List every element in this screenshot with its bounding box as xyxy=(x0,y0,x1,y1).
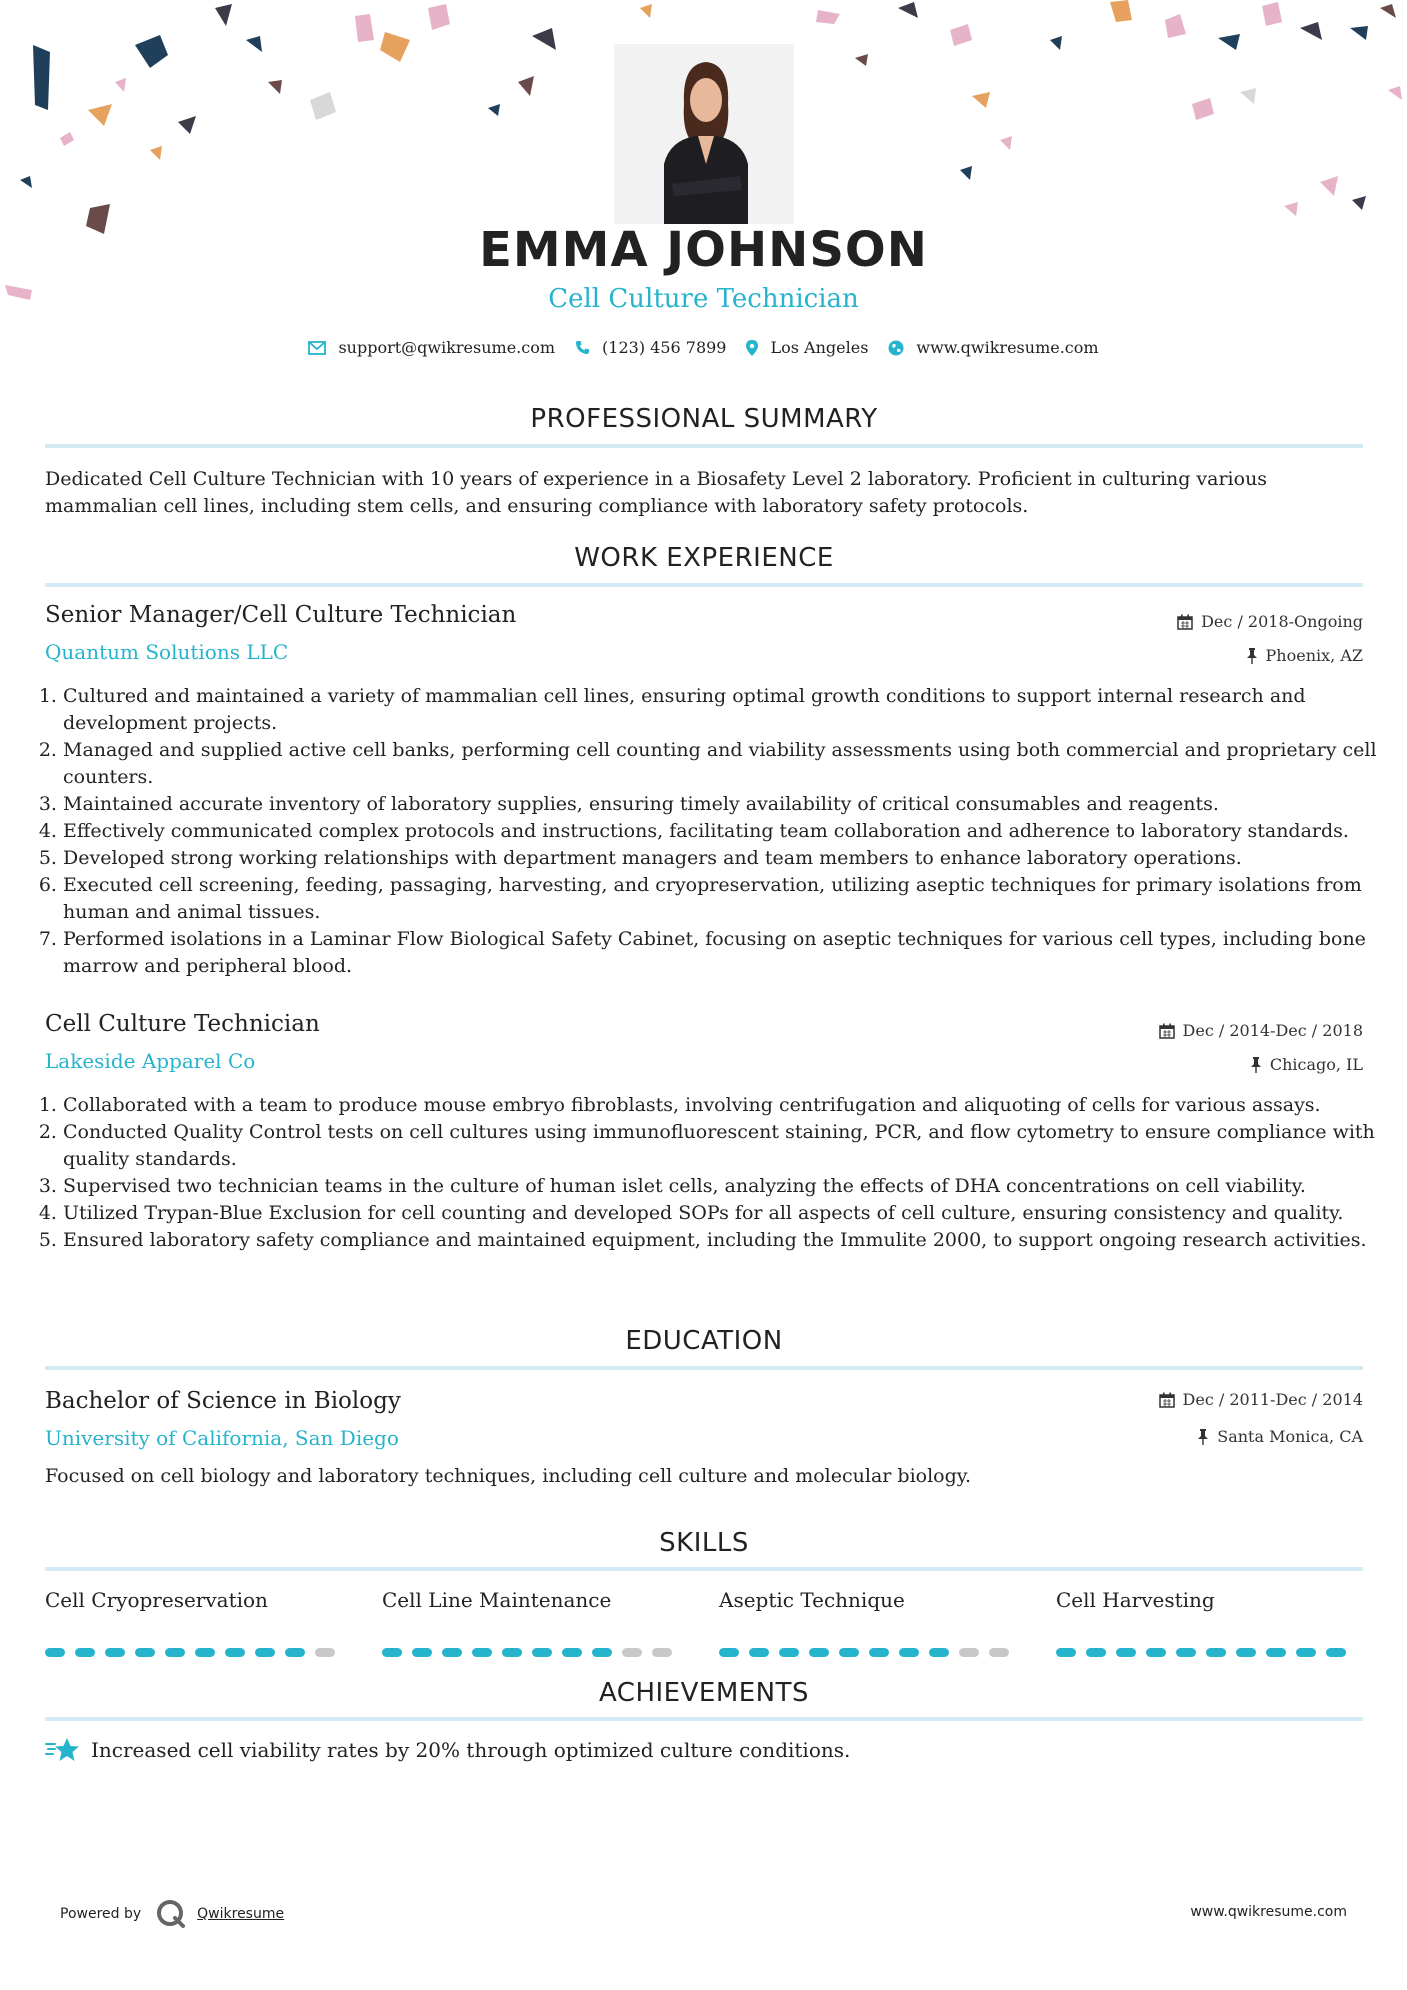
achievements-divider xyxy=(45,1717,1363,1721)
list-item: 1. Cultured and maintained a variety of mammalian cell lines, ensuring optimal growth conditions to support internal research and development projects. xyxy=(63,683,1383,737)
skill-1-rating xyxy=(45,1648,345,1657)
map-pin-icon xyxy=(746,340,758,356)
skill-4-rating xyxy=(1056,1648,1356,1657)
list-item: 2. Managed and supplied active cell banks, performing cell counting and viability assessments using both commercial and proprietary cell counters. xyxy=(63,737,1383,791)
education-school: University of California, San Diego xyxy=(45,1426,399,1450)
list-item: 5. Ensured laboratory safety compliance and maintained equipment, including the Immulite 2000, to support ongoing research activities. xyxy=(63,1227,1383,1254)
skill-2 xyxy=(382,1588,682,1657)
skill-dot-filled xyxy=(532,1648,552,1657)
contact-phone-text: (123) 456 7899 xyxy=(602,338,727,357)
summary-heading: PROFESSIONAL SUMMARY xyxy=(530,404,878,434)
skill-dot-filled xyxy=(45,1648,65,1657)
calendar-icon xyxy=(1159,1023,1175,1039)
list-item: 7. Performed isolations in a Laminar Flow Biological Safety Cabinet, focusing on aseptic techniques for various cell types, including bone marrow and peripheral blood. xyxy=(63,926,1383,980)
skill-dot-filled xyxy=(929,1648,949,1657)
skills-heading: SKILLS xyxy=(659,1528,749,1558)
brand-link[interactable]: Qwikresume xyxy=(197,1906,285,1922)
skill-2-name: Cell Line Maintenance xyxy=(382,1588,612,1612)
skill-1-name: Cell Cryopreservation xyxy=(45,1588,268,1612)
skill-dot-filled xyxy=(839,1648,859,1657)
job-2-bullets xyxy=(45,1092,1383,1254)
skill-dot-filled xyxy=(382,1648,402,1657)
skill-dot-filled xyxy=(1056,1648,1076,1657)
skill-dot-filled xyxy=(195,1648,215,1657)
experience-divider xyxy=(45,583,1363,587)
education-degree: Bachelor of Science in Biology xyxy=(45,1388,401,1414)
education-location xyxy=(1197,1427,1363,1446)
skill-dot-filled xyxy=(225,1648,245,1657)
skill-3 xyxy=(719,1588,1019,1657)
job-1-location xyxy=(1246,646,1363,665)
skill-3-rating xyxy=(719,1648,1019,1657)
contact-location xyxy=(746,338,868,357)
skill-dot-filled xyxy=(255,1648,275,1657)
job-1-bullets xyxy=(45,683,1383,980)
shooting-star-icon xyxy=(45,1736,81,1764)
pushpin-icon xyxy=(1246,648,1258,664)
skill-dot-filled xyxy=(412,1648,432,1657)
skill-dot-filled xyxy=(719,1648,739,1657)
skill-2-rating xyxy=(382,1648,682,1657)
job-1-company: Quantum Solutions LLC xyxy=(45,640,289,664)
skill-dot-filled xyxy=(1086,1648,1106,1657)
job-1-dates-text: Dec / 2018-Ongoing xyxy=(1201,612,1363,631)
skill-dot-filled xyxy=(442,1648,462,1657)
skill-dot-filled xyxy=(1266,1648,1286,1657)
profile-photo xyxy=(614,44,794,224)
list-item: 4. Effectively communicated complex protocols and instructions, facilitating team collaboration and adherence to laboratory standards. xyxy=(63,818,1383,845)
globe-icon xyxy=(888,340,904,356)
job-2-location xyxy=(1250,1055,1363,1074)
skill-dot-filled xyxy=(135,1648,155,1657)
skill-dot-filled xyxy=(1236,1648,1256,1657)
achievement-text: Increased cell viability rates by 20% through optimized culture conditions. xyxy=(91,1738,851,1762)
skill-dot-filled xyxy=(472,1648,492,1657)
achievement-item xyxy=(45,1736,850,1764)
skill-dot-empty xyxy=(989,1648,1009,1657)
footer-powered-by xyxy=(60,1898,284,1930)
skill-dot-filled xyxy=(592,1648,612,1657)
skill-dot-filled xyxy=(502,1648,522,1657)
job-1-dates xyxy=(1177,612,1363,631)
job-2-dates-text: Dec / 2014-Dec / 2018 xyxy=(1182,1021,1363,1040)
calendar-icon xyxy=(1159,1392,1175,1408)
job-1-location-text: Phoenix, AZ xyxy=(1265,646,1363,665)
education-divider xyxy=(45,1366,1363,1370)
skill-dot-filled xyxy=(562,1648,582,1657)
summary-divider xyxy=(45,444,1363,448)
summary-text: Dedicated Cell Culture Technician with 10 years of experience in a Biosafety Level 2 laboratory. Proficient in culturing various mammalian cell lines, including stem cells, and ensuring compliance with laboratory safety protocols. xyxy=(45,468,1268,517)
skill-dot-empty xyxy=(959,1648,979,1657)
list-item: 5. Developed strong working relationships with department managers and team members to enhance laboratory operations. xyxy=(63,845,1383,872)
skill-3-name: Aseptic Technique xyxy=(719,1588,905,1612)
list-item: 1. Collaborated with a team to produce mouse embryo fibroblasts, involving centrifugation and aliquoting of cells for various assays. xyxy=(63,1092,1383,1119)
candidate-title: Cell Culture Technician xyxy=(548,284,859,314)
skill-dot-filled xyxy=(809,1648,829,1657)
envelope-icon xyxy=(308,341,326,355)
skill-dot-filled xyxy=(1296,1648,1316,1657)
contact-website[interactable] xyxy=(888,338,1098,357)
skill-dot-filled xyxy=(1326,1648,1346,1657)
education-location-text: Santa Monica, CA xyxy=(1217,1427,1363,1446)
pushpin-icon xyxy=(1250,1057,1262,1073)
education-dates-text: Dec / 2011-Dec / 2014 xyxy=(1182,1390,1363,1409)
list-item: 4. Utilized Trypan-Blue Exclusion for cell counting and developed SOPs for all aspects of cell culture, ensuring consistency and quality. xyxy=(63,1200,1383,1227)
skill-dot-empty xyxy=(652,1648,672,1657)
skill-dot-filled xyxy=(779,1648,799,1657)
qwikresume-logo-icon xyxy=(155,1898,187,1930)
achievements-heading: ACHIEVEMENTS xyxy=(598,1678,810,1708)
skills-divider xyxy=(45,1567,1363,1571)
contact-email[interactable] xyxy=(308,338,555,357)
contact-website-text: www.qwikresume.com xyxy=(916,338,1099,357)
skill-dot-filled xyxy=(285,1648,305,1657)
job-1-title: Senior Manager/Cell Culture Technician xyxy=(45,602,517,628)
skill-dot-filled xyxy=(1116,1648,1136,1657)
pushpin-icon xyxy=(1197,1429,1209,1445)
skill-dot-filled xyxy=(749,1648,769,1657)
skill-dot-filled xyxy=(899,1648,919,1657)
education-dates xyxy=(1159,1390,1363,1409)
skill-dot-empty xyxy=(622,1648,642,1657)
contact-phone[interactable] xyxy=(575,338,726,357)
contact-email-text: support@qwikresume.com xyxy=(338,338,556,357)
skill-1 xyxy=(45,1588,345,1657)
skill-dot-filled xyxy=(105,1648,125,1657)
phone-icon xyxy=(575,340,590,355)
skill-dot-filled xyxy=(1146,1648,1166,1657)
footer-website[interactable]: www.qwikresume.com xyxy=(1190,1904,1347,1920)
list-item: 6. Executed cell screening, feeding, passaging, harvesting, and cryopreservation, utilizing aseptic techniques for primary isolations from human and animal tissues. xyxy=(63,872,1383,926)
calendar-icon xyxy=(1177,614,1193,630)
skill-dot-filled xyxy=(869,1648,889,1657)
job-2-title: Cell Culture Technician xyxy=(45,1011,320,1037)
skill-4-name: Cell Harvesting xyxy=(1056,1588,1215,1612)
skill-dot-filled xyxy=(1206,1648,1226,1657)
education-heading: EDUCATION xyxy=(625,1326,783,1356)
list-item: 2. Conducted Quality Control tests on cell cultures using immunofluorescent staining, PCR, and flow cytometry to ensure compliance with quality standards. xyxy=(63,1119,1383,1173)
candidate-name: EMMA JOHNSON xyxy=(479,222,928,278)
education-description: Focused on cell biology and laboratory techniques, including cell culture and molecular biology. xyxy=(45,1465,972,1487)
skill-dot-filled xyxy=(1176,1648,1196,1657)
experience-heading: WORK EXPERIENCE xyxy=(574,543,834,573)
skill-dot-empty xyxy=(315,1648,335,1657)
job-2-dates xyxy=(1159,1021,1363,1040)
contact-row xyxy=(0,338,1407,357)
powered-by-label: Powered by xyxy=(60,1906,142,1922)
skill-dot-filled xyxy=(75,1648,95,1657)
job-2-location-text: Chicago, IL xyxy=(1269,1055,1363,1074)
contact-location-text: Los Angeles xyxy=(770,338,869,357)
skill-4 xyxy=(1056,1588,1356,1657)
skill-dot-filled xyxy=(165,1648,185,1657)
list-item: 3. Maintained accurate inventory of laboratory supplies, ensuring timely availability of critical consumables and reagents. xyxy=(63,791,1383,818)
list-item: 3. Supervised two technician teams in the culture of human islet cells, analyzing the effects of DHA concentrations on cell viability. xyxy=(63,1173,1383,1200)
job-2-company: Lakeside Apparel Co xyxy=(45,1049,256,1073)
